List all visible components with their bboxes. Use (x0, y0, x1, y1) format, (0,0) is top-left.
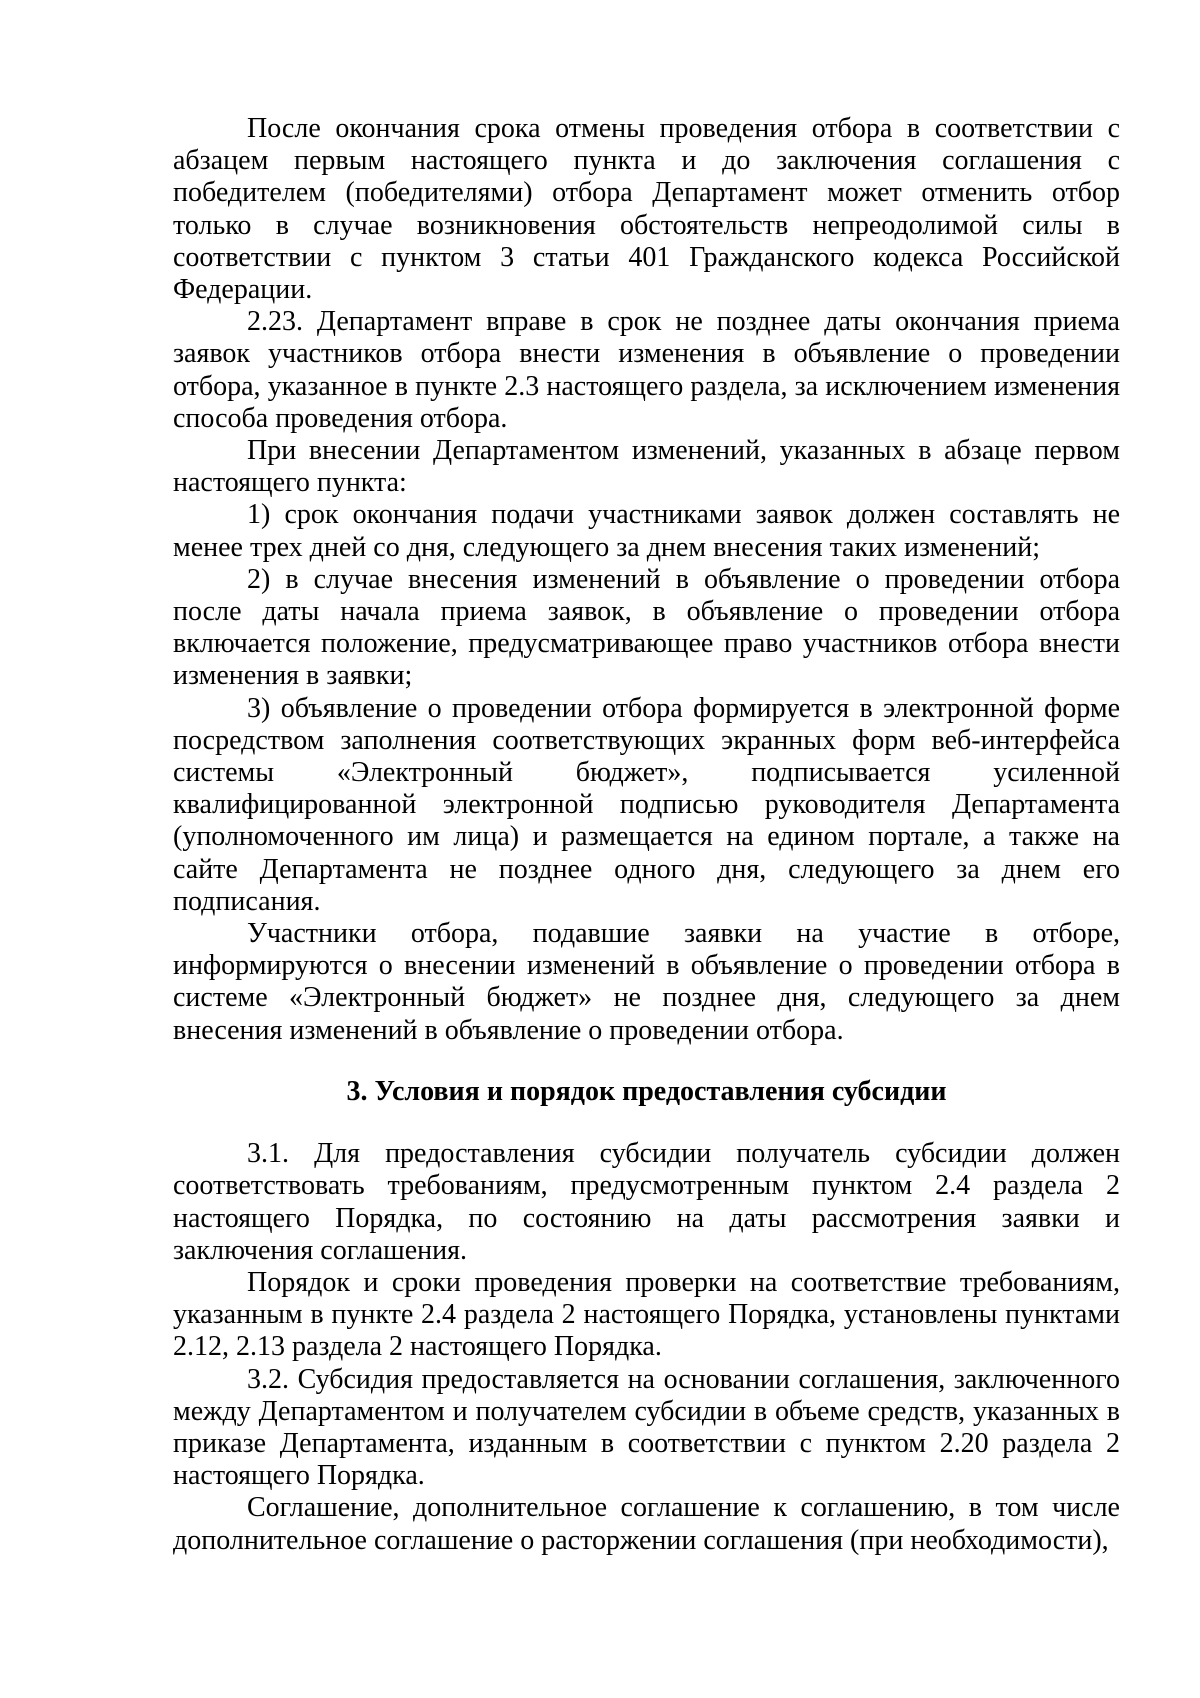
paragraph: После окончания срока отмены проведения отбора в соответствии с абзацем первым настоящего пункта и до заключения соглашения с победителем (победителями) отбора Департамент может отменить отбор только в случае возникновения обстоятельств непреодолимой силы в соответствии с пунктом 3 статьи 401 Гражданского кодекса Российской Федерации. (173, 113, 1120, 306)
paragraph: Соглашение, дополнительное соглашение к соглашению, в том числе дополнительное соглашение о расторжении соглашения (при необходимости), (173, 1492, 1120, 1556)
list-item-2: 2) в случае внесения изменений в объявление о проведении отбора после даты начала приема заявок, в объявление о проведении отбора включается положение, предусматривающее право участников отбора внести изменения в заявки; (173, 563, 1120, 692)
paragraph: При внесении Департаментом изменений, указанных в абзаце первом настоящего пункта: (173, 435, 1120, 499)
section-heading: 3. Условия и порядок предоставления субсидии (346, 1075, 947, 1107)
paragraph-3-2: 3.2. Субсидия предоставляется на основании соглашения, заключенного между Департаментом и получателем субсидии в объеме средств, указанных в приказе Департамента, изданным в соответствии с пунктом 2.20 раздела 2 настоящего Порядка. (173, 1363, 1120, 1492)
document-body (173, 113, 1120, 1557)
paragraph-3-1: 3.1. Для предоставления субсидии получатель субсидии должен соответствовать требованиям, предусмотренным пунктом 2.4 раздела 2 настоящего Порядка, по состоянию на даты рассмотрения заявки и заключения соглашения. (173, 1138, 1120, 1266)
list-item-1: 1) срок окончания подачи участниками заявок должен составлять не менее трех дней со дня, следующего за днем внесения таких изменений; (173, 499, 1120, 563)
paragraph: Участники отбора, подавшие заявки на участие в отборе, информируются о внесении изменений в объявление о проведении отбора в системе «Электронный бюджет» не позднее дня, следующего за днем внесения изменений в объявление о проведении отбора. (173, 918, 1120, 1046)
list-item-3: 3) объявление о проведении отбора формируется в электронной форме посредством заполнения соответствующих экранных форм веб-интерфейса системы «Электронный бюджет», подписывается усиленной квалифицированной электронной подписью руководителя Департамента (уполномоченного им лица) и размещается на едином портале, а также на сайте Департамента не позднее одного дня, следующего за днем его подписания. (173, 692, 1120, 917)
paragraph-2-23: 2.23. Департамент вправе в срок не позднее даты окончания приема заявок участников отбора внести изменения в объявление о проведении отбора, указанное в пункте 2.3 настоящего раздела, за исключением изменения способа проведения отбора. (173, 306, 1120, 434)
paragraph: Порядок и сроки проведения проверки на соответствие требованиям, указанным в пункте 2.4 раздела 2 настоящего Порядка, установлены пунктами 2.12, 2.13 раздела 2 настоящего Порядка. (173, 1266, 1120, 1363)
